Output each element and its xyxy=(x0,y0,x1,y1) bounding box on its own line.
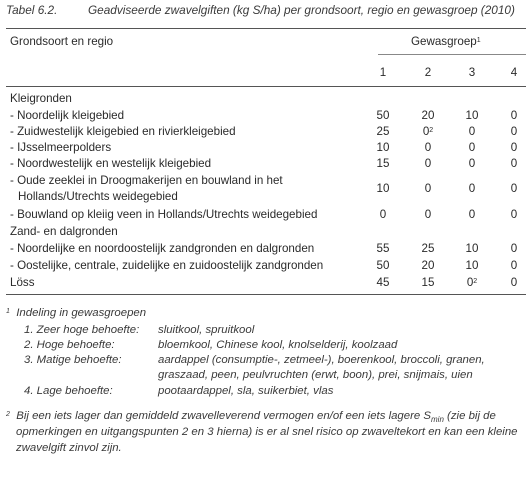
table-cell: 0 xyxy=(424,157,432,170)
table-cell: 0 xyxy=(468,141,476,154)
footnote-2-line1: $^2$ Bij een iets lager dan gemiddeld zwavelleverend vermogen en/of een iets lagere $S_{min}$ (zie bij de xyxy=(6,410,496,424)
table-cell: 50 xyxy=(376,109,390,122)
table-cell: 0 xyxy=(510,157,518,170)
header-grondsoort: Grondsoort en regio xyxy=(10,35,114,48)
footnote-2-line3: zwavelgift zinvol zijn. xyxy=(16,442,122,454)
table-caption xyxy=(6,3,526,17)
row-label-loss: Löss xyxy=(10,276,35,289)
table-cell: 0 xyxy=(424,141,432,154)
row-label: - Noordelijke en noordoostelijk zandgronden en dalgronden xyxy=(10,242,315,255)
col-header-1: 1 xyxy=(379,66,387,79)
header-group-rule xyxy=(378,54,526,55)
row-label: - IJsselmeerpolders xyxy=(10,141,112,154)
table-cell: 0 xyxy=(424,182,432,195)
group-name: 1. Zeer hoge behoefte: xyxy=(24,324,140,336)
table-cell: 0 xyxy=(510,125,518,138)
row-label: - Zuidwestelijk kleigebied en rivierkleigebied xyxy=(10,125,236,138)
header-gewasgroep: Gewasgroep$^1$ xyxy=(411,35,481,48)
row-label: - Bouwland op kleiig veen in Hollands/Utrechts weidegebied xyxy=(10,208,318,221)
table-top-rule xyxy=(6,28,526,29)
table-cell: 45 xyxy=(376,276,390,289)
table-cell: 55 xyxy=(376,242,390,255)
table-cell: 10 xyxy=(376,182,390,195)
table-cell: 25 xyxy=(421,242,435,255)
col-header-3: 3 xyxy=(468,66,476,79)
row-label-continued: Hollands/Utrechts weidegebied xyxy=(18,190,178,203)
group-crops: bloemkool, Chinese kool, knolselderij, koolzaad xyxy=(158,339,398,351)
table-cell: 0 xyxy=(468,208,476,221)
row-label: - Oostelijke, centrale, zuidelijke en zuidoostelijk zandgronden xyxy=(10,259,324,272)
col-header-4: 4 xyxy=(510,66,518,79)
table-cell: 20 xyxy=(421,109,435,122)
footnote-1-title: $^1$ Indeling in gewasgroepen xyxy=(6,307,147,319)
table-cell: 0 xyxy=(424,208,432,221)
table-cell: $0^2$ xyxy=(422,125,434,138)
group-label-zand-dalgronden: Zand- en dalgronden xyxy=(10,225,118,238)
footnote-2-line2: opmerkingen en uitgangspunten 2 en 3 hierna) is er al snel risico op zwaveltekort en kan een kleine xyxy=(16,426,518,438)
group-crops: sluitkool, spruitkool xyxy=(158,324,255,336)
table-cell: 0 xyxy=(468,125,476,138)
table-cell: 0 xyxy=(468,157,476,170)
group-label-kleigronden: Kleigronden xyxy=(10,92,72,105)
table-cell: 10 xyxy=(376,141,390,154)
table-cell: 0 xyxy=(510,182,518,195)
group-name: 3. Matige behoefte: xyxy=(24,354,122,366)
table-cell: 0 xyxy=(510,259,518,272)
table-cell: 15 xyxy=(376,157,390,170)
group-name: 2. Hoge behoefte: xyxy=(24,339,115,351)
table-cell: 0 xyxy=(379,208,387,221)
table-cell: 25 xyxy=(376,125,390,138)
header-bottom-rule xyxy=(6,86,526,87)
table-title: Geadviseerde zwavelgiften (kg S/ha) per grondsoort, regio en gewasgroep (2010) xyxy=(88,3,515,17)
table-cell: 0 xyxy=(510,208,518,221)
table-cell: 0 xyxy=(510,109,518,122)
table-cell: 10 xyxy=(465,259,479,272)
group-name: 4. Lage behoefte: xyxy=(24,385,113,397)
table-cell: 20 xyxy=(421,259,435,272)
table-number: Tabel 6.2. xyxy=(6,3,58,17)
row-label: - Noordwestelijk en westelijk kleigebied xyxy=(10,157,212,170)
table-cell: 0 xyxy=(510,141,518,154)
col-header-2: 2 xyxy=(424,66,432,79)
table-cell: 50 xyxy=(376,259,390,272)
group-crops: pootaardappel, sla, suikerbiet, vlas xyxy=(158,385,334,397)
sulfur-advice-table xyxy=(6,28,526,299)
table-cell: 0 xyxy=(468,182,476,195)
table-cell: 10 xyxy=(465,242,479,255)
row-label: - Oude zeeklei in Droogmakerijen en bouwland in het xyxy=(10,174,283,187)
table-cell: 0 xyxy=(510,242,518,255)
table-cell: $0^2$ xyxy=(466,276,478,289)
table-bottom-rule xyxy=(6,294,526,295)
group-crops-continued: graszaad, peen, peulvruchten (erwt, boon), prei, snijmais, uien xyxy=(158,369,473,381)
table-cell: 15 xyxy=(421,276,435,289)
table-cell: 10 xyxy=(465,109,479,122)
table-cell: 0 xyxy=(510,276,518,289)
group-crops: aardappel (consumptie-, zetmeel-), boerenkool, broccoli, granen, xyxy=(158,354,485,366)
row-label: - Noordelijk kleigebied xyxy=(10,109,125,122)
